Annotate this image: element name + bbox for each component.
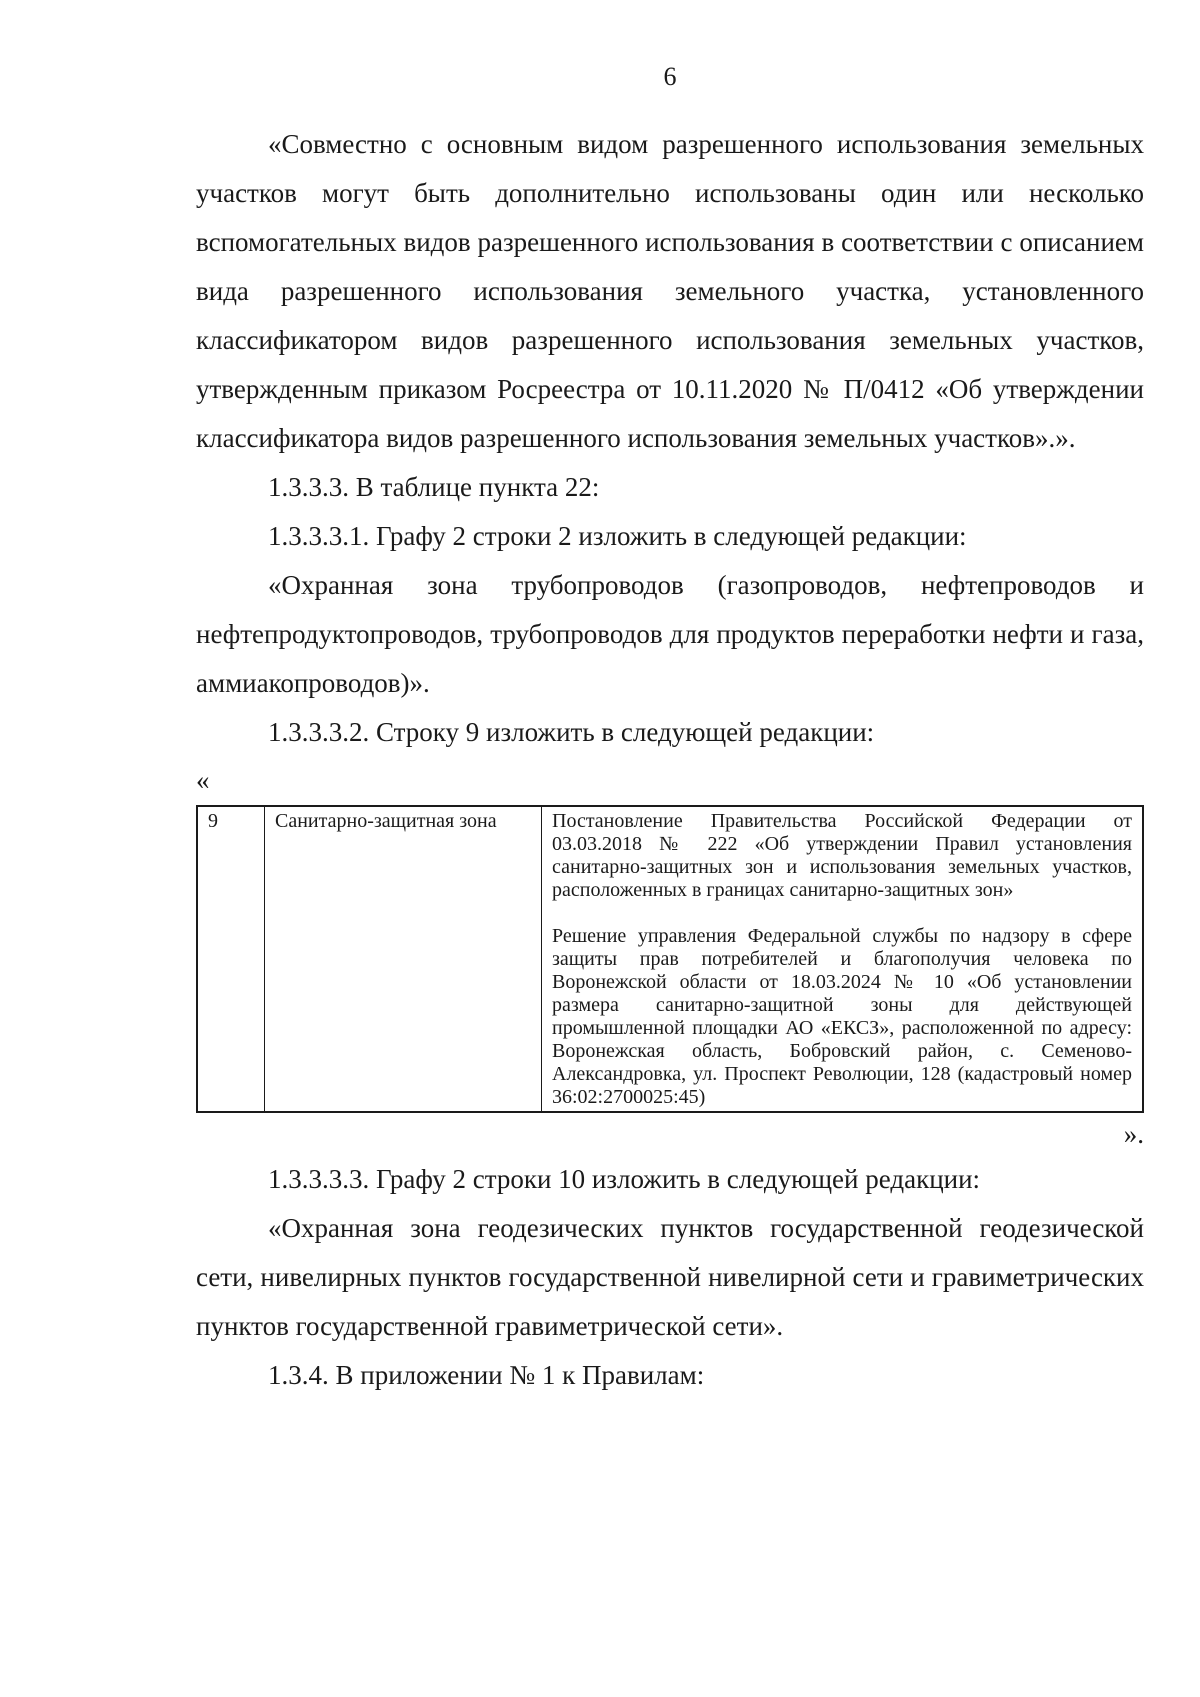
basis-government-decree: Постановление Правительства Российской Федерации от 03.03.2018 № 222 «Об утверждении Правил установления санитарно-защитных зон и использования земельных участков, расположенных в границах санитарно-защитных зон» — [552, 810, 1132, 901]
paragraph-item-1-3-3-3-1: 1.3.3.3.1. Графу 2 строки 2 изложить в следующей редакции: — [268, 521, 967, 551]
table-close-quote: ». — [1123, 1119, 1144, 1149]
zone-table — [196, 805, 1144, 1113]
table-cell-name: Санитарно-защитная зона — [265, 806, 542, 1112]
paragraph-item-1-3-3-3-2: 1.3.3.3.2. Строку 9 изложить в следующей редакции: — [268, 717, 875, 747]
paragraph-pipeline-zone: «Охранная зона трубопроводов (газопроводов, нефтепроводов и нефтепродуктопроводов, трубопроводов для продуктов переработки нефти и газа, аммиакопроводов)». — [196, 570, 1144, 698]
paragraph-item-1-3-3-3-3: 1.3.3.3.3. Графу 2 строки 10 изложить в следующей редакции: — [268, 1164, 981, 1194]
table-row — [197, 806, 1143, 1112]
basis-rospotrebnadzor-decision: Решение управления Федеральной службы по надзору в сфере защиты прав потребителей и благополучия человека по Воронежской области от 18.03.2024 № 10 «Об установлении размера санитарно-защитной зоны для действующей промышленной площадки АО «ЕКСЗ», расположенной по адресу: Воронежская область, Бобровский район, с. Семеново-Александровка, ул. Проспект Революции, 128 (кадастровый номер 36:02:2700025:45) — [552, 925, 1132, 1108]
paragraph-item-1-3-4: 1.3.4. В приложении № 1 к Правилам: — [268, 1360, 705, 1390]
table-cell-basis — [542, 806, 1144, 1112]
table-open-quote: « — [196, 765, 210, 795]
basis-spacer — [552, 902, 1132, 925]
paragraph-auxiliary-use: «Совместно с основным видом разрешенного использования земельных участков могут быть дополнительно использованы один или несколько вспомогательных видов разрешенного использования в соответствии с описанием вида разрешенного использования земельного участка, установленного классификатором видов разрешенного использования земельных участков, утвержденным приказом Росреестра от 10.11.2020 № П/0412 «Об утверждении классификатора видов разрешенного использования земельных участков».». — [196, 129, 1144, 453]
paragraph-item-1-3-3-3: 1.3.3.3. В таблице пункта 22: — [268, 472, 600, 502]
document-body — [196, 120, 1144, 1400]
table-cell-number: 9 — [197, 806, 265, 1112]
page-number: 6 — [663, 62, 677, 91]
paragraph-geodetic-zone: «Охранная зона геодезических пунктов государственной геодезической сети, нивелирных пунктов государственной нивелирной сети и гравиметрических пунктов государственной гравиметрической сети». — [196, 1213, 1144, 1341]
